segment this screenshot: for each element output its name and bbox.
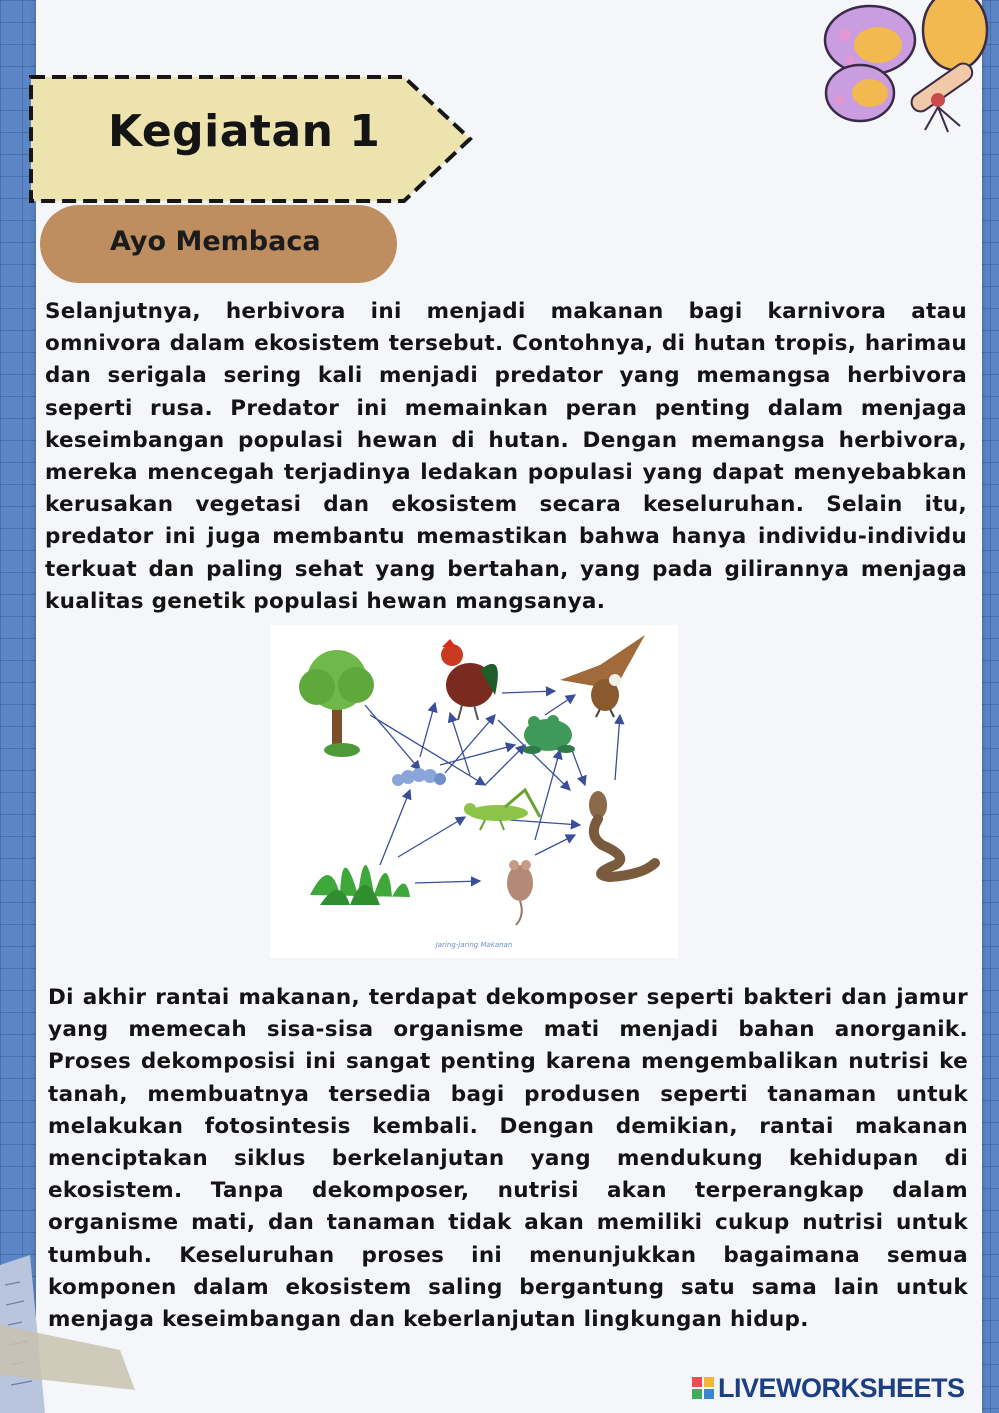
grass-icon: [310, 865, 410, 905]
paragraph-1: Selanjutnya, herbivora ini menjadi makanan bagi karnivora atau omnivora dalam ekosistem tersebut. Contohnya, di hutan tropis, harimau dan serigala sering kali menjadi predator yang memangsa herbivora seperti rusa. Predator ini memainkan peran penting dalam menjaga keseimbangan populasi hewan di hutan. Dengan memangsa herbivora, mereka mencegah terjadinya ledakan populasi yang dapat menyebabkan kerusakan vegetasi dan ekosistem secara keseluruhan. Selain itu, predator ini juga membantu memastikan bahwa hanya individu-individu terkuat dan paling sehat yang bertahan, yang pada gilirannya menjaga kualitas genetik populasi hewan mangsanya.: [45, 299, 967, 614]
liveworksheets-logo[interactable]: [692, 1373, 965, 1403]
section-label: Ayo Membaca: [110, 226, 321, 257]
frog-icon: [523, 715, 575, 754]
eagle-icon: [560, 635, 645, 717]
arrows: [365, 691, 620, 883]
rooster-icon: [441, 639, 498, 720]
ruler-tape-decoration: [0, 1255, 140, 1413]
snake-icon: [589, 791, 655, 877]
grasshopper-icon: [464, 790, 540, 830]
tree-icon: [299, 650, 374, 757]
page-title: Kegiatan 1: [108, 106, 381, 157]
food-web-image: [270, 625, 678, 958]
caterpillar-icon: [392, 768, 446, 786]
butterfly-icon: [820, 0, 999, 150]
mouse-icon: [507, 860, 533, 925]
liveworksheets-icon: [692, 1377, 714, 1399]
food-web-caption: Jaring-jaring Makanan: [435, 941, 513, 949]
brand-name: LIVEWORKSHEETS: [718, 1372, 965, 1403]
food-web-diagram: [270, 625, 678, 958]
paragraph-2: Di akhir rantai makanan, terdapat dekomposer seperti bakteri dan jamur yang memecah sisa-sisa organisme mati menjadi bahan anorganik. Proses dekomposisi ini sangat penting karena mengembalikan nutrisi ke tanah, membuatnya tersedia bagi produsen seperti tanaman untuk melakukan fotosintesis kembali. Dengan demikian, rantai makanan menciptakan siklus berkelanjutan yang mendukung kehidupan di ekosistem. Tanpa dekomposer, nutrisi akan terperangkap dalam organisme mati, dan tanaman tidak akan memiliki cukup nutrisi untuk tumbuh. Keseluruhan proses ini menunjukkan bagaimana semua komponen dalam ekosistem saling bergantung satu sama lain untuk menjaga keseimbangan dan keberlanjutan lingkungan hidup.: [48, 985, 968, 1333]
